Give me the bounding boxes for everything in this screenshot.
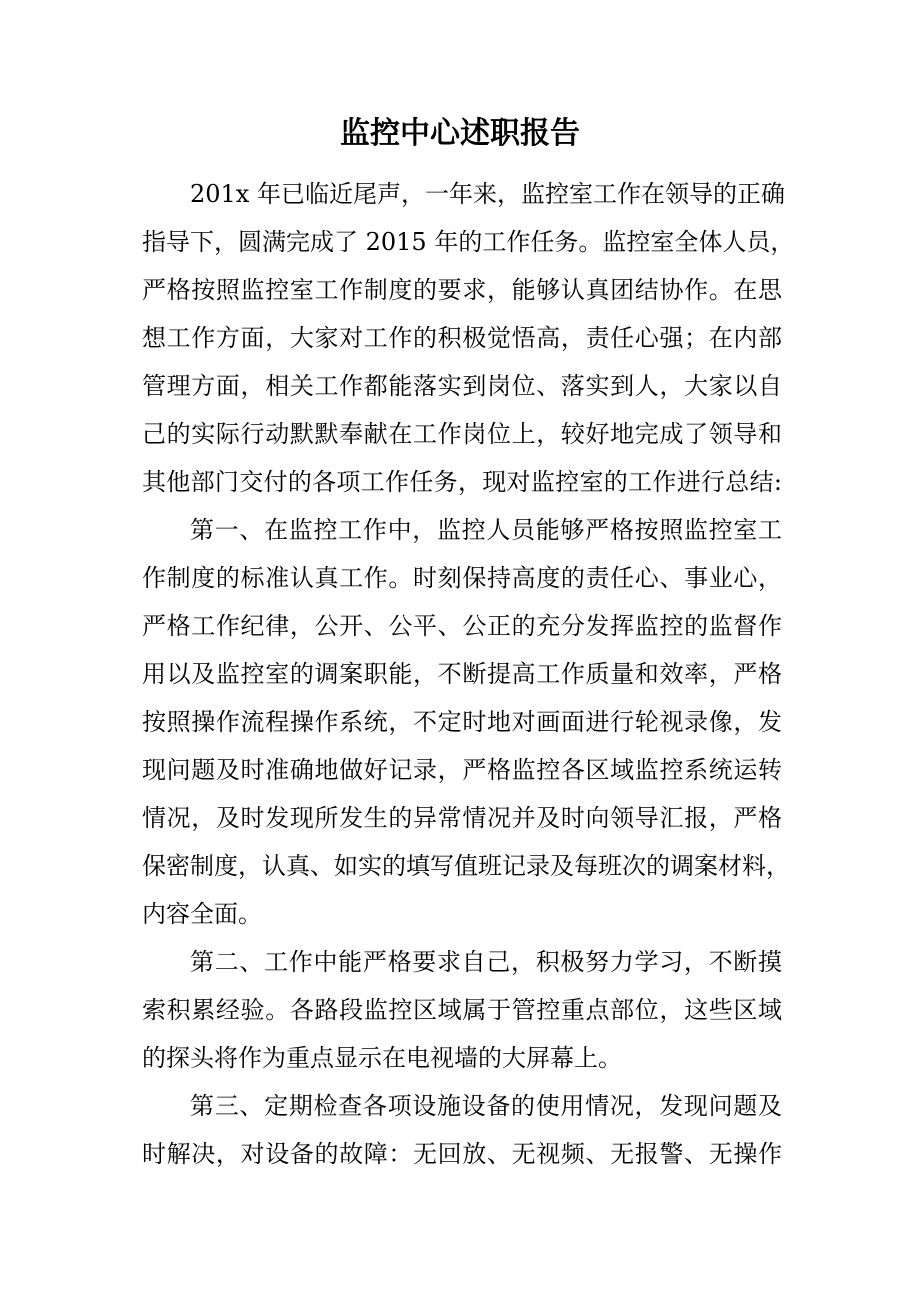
paragraph-line: 的探头将作为重点显示在电视墙的大屏幕上。 bbox=[142, 1044, 622, 1072]
paragraph-1 bbox=[142, 170, 795, 506]
paragraph-line: 按照操作流程操作系统，不定时地对画面进行轮视录像，发 bbox=[142, 708, 782, 736]
paragraph-line: 其他部门交付的各项工作任务，现对监控室的工作进行总结: bbox=[142, 468, 782, 496]
paragraph-4 bbox=[142, 1082, 782, 1178]
paragraph-line: 想工作方面，大家对工作的积极觉悟高，责任心强；在内部 bbox=[142, 324, 782, 352]
paragraph-line: 指导下，圆满完成了 2015 年的工作任务。监控室全体人员， bbox=[142, 228, 795, 256]
paragraph-line: 现问题及时准确地做好记录，严格监控各区域监控系统运转 bbox=[142, 756, 782, 784]
document-title: 监控中心述职报告 bbox=[340, 116, 580, 151]
paragraph-2 bbox=[142, 506, 790, 938]
paragraph-line: 用以及监控室的调案职能，不断提高工作质量和效率，严格 bbox=[142, 660, 782, 688]
paragraph-line: 管理方面，相关工作都能落实到岗位、落实到人，大家以自 bbox=[142, 372, 782, 400]
paragraph-line: 第一、在监控工作中，监控人员能够严格按照监控室工 bbox=[190, 516, 782, 544]
paragraph-line: 第二、工作中能严格要求自己，积极努力学习，不断摸 bbox=[190, 948, 782, 976]
paragraph-line: 严格工作纪律，公开、公平、公正的充分发挥监控的监督作 bbox=[142, 612, 782, 640]
paragraph-line: 严格按照监控室工作制度的要求，能够认真团结协作。在思 bbox=[142, 276, 782, 304]
paragraph-line: 索积累经验。各路段监控区域属于管控重点部位，这些区域 bbox=[142, 996, 782, 1024]
paragraph-line: 保密制度，认真、如实的填写值班记录及每班次的调案材料， bbox=[142, 852, 790, 880]
paragraph-line: 时解决，对设备的故障：无回放、无视频、无报警、无操作 bbox=[142, 1140, 782, 1168]
paragraph-line: 己的实际行动默默奉献在工作岗位上，较好地完成了领导和 bbox=[142, 420, 782, 448]
paragraph-line: 第三、定期检查各项设施设备的使用情况，发现问题及 bbox=[190, 1092, 782, 1120]
paragraph-line: 201x 年已临近尾声，一年来，监控室工作在领导的正确 bbox=[190, 180, 785, 208]
paragraph-line: 情况，及时发现所发生的异常情况并及时向领导汇报，严格 bbox=[142, 804, 782, 832]
paragraph-line: 作制度的标准认真工作。时刻保持高度的责任心、事业心， bbox=[142, 564, 782, 592]
paragraph-line: 内容全面。 bbox=[142, 900, 262, 928]
paragraph-3 bbox=[142, 938, 782, 1082]
